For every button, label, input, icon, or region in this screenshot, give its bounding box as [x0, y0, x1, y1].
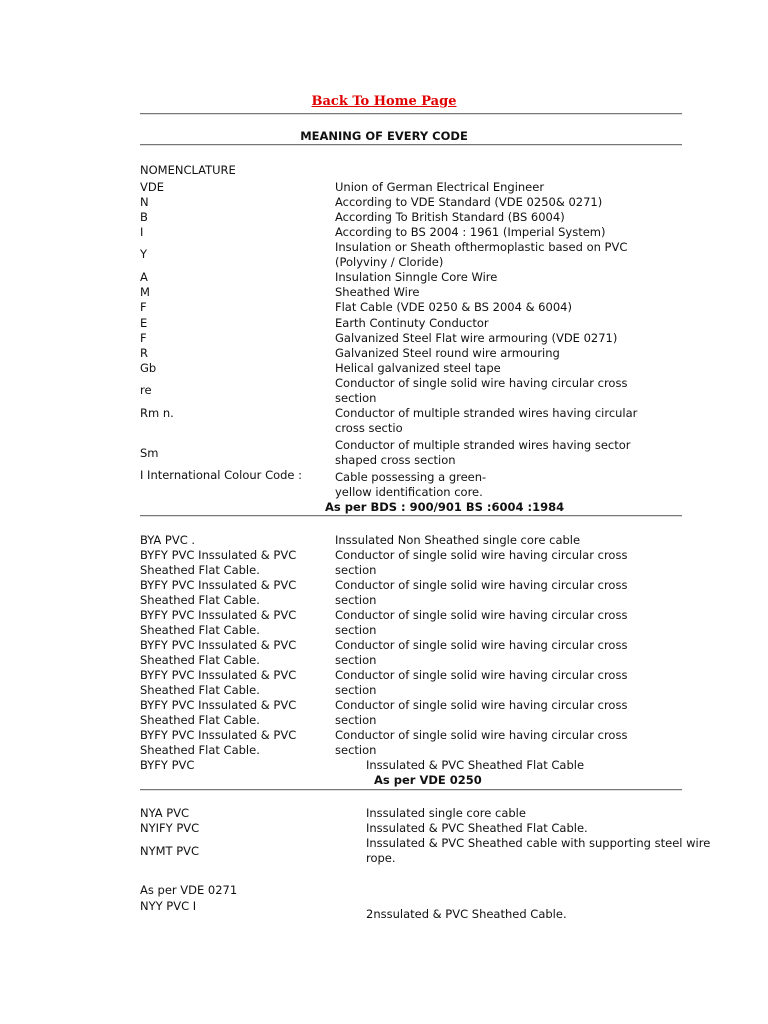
meaning-cell: Earth Continuty Conductor: [335, 316, 489, 330]
meaning-cell: Conductor of multiple stranded wires having sector shaped cross section: [335, 438, 631, 467]
code-cell: BYA PVC .: [140, 533, 196, 547]
code-cell: BYFY PVC Inssulated & PVC Sheathed Flat Cable.: [140, 608, 297, 637]
code-cell: BYFY PVC Inssulated & PVC Sheathed Flat Cable.: [140, 548, 297, 577]
code-cell: Sm: [140, 446, 159, 460]
page-heading: MEANING OF EVERY CODE: [300, 129, 468, 143]
code-cell: F: [140, 300, 147, 314]
code-cell: A: [140, 270, 148, 284]
meaning-cell: Insulation Sinngle Core Wire: [335, 270, 498, 284]
code-cell: BYFY PVC Inssulated & PVC Sheathed Flat Cable.: [140, 578, 297, 607]
code-cell: B: [140, 210, 148, 224]
section-title-vde0250: As per VDE 0250: [374, 773, 482, 787]
back-to-home-link[interactable]: Back To Home Page: [311, 94, 457, 109]
meaning-cell: Flat Cable (VDE 0250 & BS 2004 & 6004): [335, 300, 572, 314]
document-page: Back To Home Page MEANING OF EVERY CODE NOMENCLATURE VDE Union of German Electrical Engineer N According to VDE Standard (VDE 0250& 0271) B According To British Standard (BS 6004) I According to BS 2004 : 1961 (Imperial System) Y Insulation or Sheath ofthermoplastic based on PVC (Polyviny / Cloride) A Insulation Sinngle Core Wire M Sheathed Wire F Flat Cable (VDE 0250 & BS 2004 & 6004) E Earth Continuty Conductor F Galvanized Steel Flat wire armouring (VDE 0271) R Galvanized Steel round wire armouring Gb Helical galvanized steel tape re Conductor of single solid wire having circular cross section Rm n. Conductor of multiple stranded wires having circular cross sectio Sm Conductor of multiple stranded wires having sector shaped cross section I International Colour Code : Cable possessing a green- yellow identification core. As per BDS : 900/901 BS :6004 :1984 BYA PVC . Inssulated Non Sheathed single core cable BYFY PVC Inssulated & PVC Sheathed Flat Cable. Conductor of single solid wire having circular cross section BYFY PVC Inssulated & PVC Sheathed Flat Cable. Conductor of single solid wire having circular cross section BYFY PVC Inssulated & PVC Sheathed Flat Cable. Conductor of single solid wire having circular cross section BYFY PVC Inssulated & PVC Sheathed Flat Cable. Conductor of single solid wire having circular cross section BYFY PVC Inssulated & PVC Sheathed Flat Cable. Conductor of single solid wire having circular cross section BYFY PVC Inssulated & PVC Sheathed Flat Cable. Conductor of single solid wire having circular cross section BYFY PVC Inssulated & PVC Sheathed Flat Cable. Conductor of single solid wire having circular cross section BYFY PVC Inssulated & PVC Sheathed Flat Cable As per VDE 0250 NYA PVC Inssulated single core cable NYIFY PVC Inssulated & PVC Sheathed Flat Cable. NYMT PVC Inssulated & PVC Sheathed cable with supporting steel wire rope. As per VDE 0271 NYY PVC I 2nssulated & PVC Sheathed Cable.: [0, 0, 768, 1024]
code-cell: BYFY PVC Inssulated & PVC Sheathed Flat Cable.: [140, 728, 297, 757]
meaning-cell: Conductor of single solid wire having circular cross section: [335, 698, 628, 727]
code-cell: BYFY PVC Inssulated & PVC Sheathed Flat Cable.: [140, 668, 297, 697]
code-cell: F: [140, 331, 147, 345]
code-cell: N: [140, 195, 149, 209]
code-cell: E: [140, 316, 148, 330]
divider: [140, 113, 682, 115]
meaning-cell: Inssulated & PVC Sheathed Flat Cable: [366, 758, 585, 772]
meaning-cell: Conductor of multiple stranded wires having circular cross sectio: [335, 406, 638, 435]
meaning-cell: 2nssulated & PVC Sheathed Cable.: [366, 907, 567, 921]
meaning-cell: Union of German Electrical Engineer: [335, 180, 545, 194]
meaning-cell: According to BS 2004 : 1961 (Imperial System): [335, 225, 606, 239]
code-cell: BYFY PVC Inssulated & PVC Sheathed Flat Cable.: [140, 698, 297, 727]
meaning-cell: Conductor of single solid wire having circular cross section: [335, 548, 628, 577]
meaning-cell: According To British Standard (BS 6004): [335, 210, 565, 224]
meaning-cell: Conductor of single solid wire having circular cross section: [335, 668, 628, 697]
code-cell: R: [140, 346, 148, 360]
code-cell: BYFY PVC: [140, 758, 195, 772]
divider: [140, 515, 682, 517]
meaning-cell: Conductor of single solid wire having circular cross section: [335, 638, 628, 667]
meaning-cell: Helical galvanized steel tape: [335, 361, 501, 375]
code-cell: VDE: [140, 180, 164, 194]
code-cell: I: [140, 225, 144, 239]
meaning-cell: Conductor of single solid wire having circular cross section: [335, 728, 628, 757]
meaning-cell: Inssulated Non Sheathed single core cable: [335, 533, 581, 547]
code-cell: re: [140, 383, 152, 397]
meaning-cell: Inssulated & PVC Sheathed Flat Cable.: [366, 821, 588, 835]
divider: [140, 789, 682, 791]
meaning-cell: Sheathed Wire: [335, 285, 420, 299]
meaning-cell: Galvanized Steel round wire armouring: [335, 346, 560, 360]
meaning-cell: Galvanized Steel Flat wire armouring (VDE 0271): [335, 331, 618, 345]
code-cell: NYIFY PVC: [140, 821, 200, 835]
code-cell: Rm n.: [140, 406, 174, 420]
meaning-cell: According to VDE Standard (VDE 0250& 0271): [335, 195, 603, 209]
code-cell: NYA PVC: [140, 806, 190, 820]
code-cell: M: [140, 285, 150, 299]
code-cell: BYFY PVC Inssulated & PVC Sheathed Flat Cable.: [140, 638, 297, 667]
meaning-cell: Conductor of single solid wire having circular cross section: [335, 608, 628, 637]
code-cell: NYMT PVC: [140, 844, 200, 858]
code-cell: I International Colour Code :: [140, 468, 303, 482]
meaning-cell: Conductor of single solid wire having circular cross section: [335, 578, 628, 607]
code-cell: Y: [140, 247, 148, 261]
code-cell: NYY PVC I: [140, 899, 197, 913]
section-title-bds: As per BDS : 900/901 BS :6004 :1984: [325, 500, 565, 514]
divider: [140, 144, 682, 146]
meaning-cell: Conductor of single solid wire having circular cross section: [335, 376, 628, 405]
code-cell: Gb: [140, 361, 157, 375]
meaning-cell: Inssulated single core cable: [366, 806, 526, 820]
meaning-cell: Inssulated & PVC Sheathed cable with supporting steel wire rope.: [366, 836, 711, 865]
meaning-cell: Cable possessing a green- yellow identification core.: [335, 470, 487, 499]
meaning-cell: Insulation or Sheath ofthermoplastic based on PVC (Polyviny / Cloride): [335, 240, 628, 269]
